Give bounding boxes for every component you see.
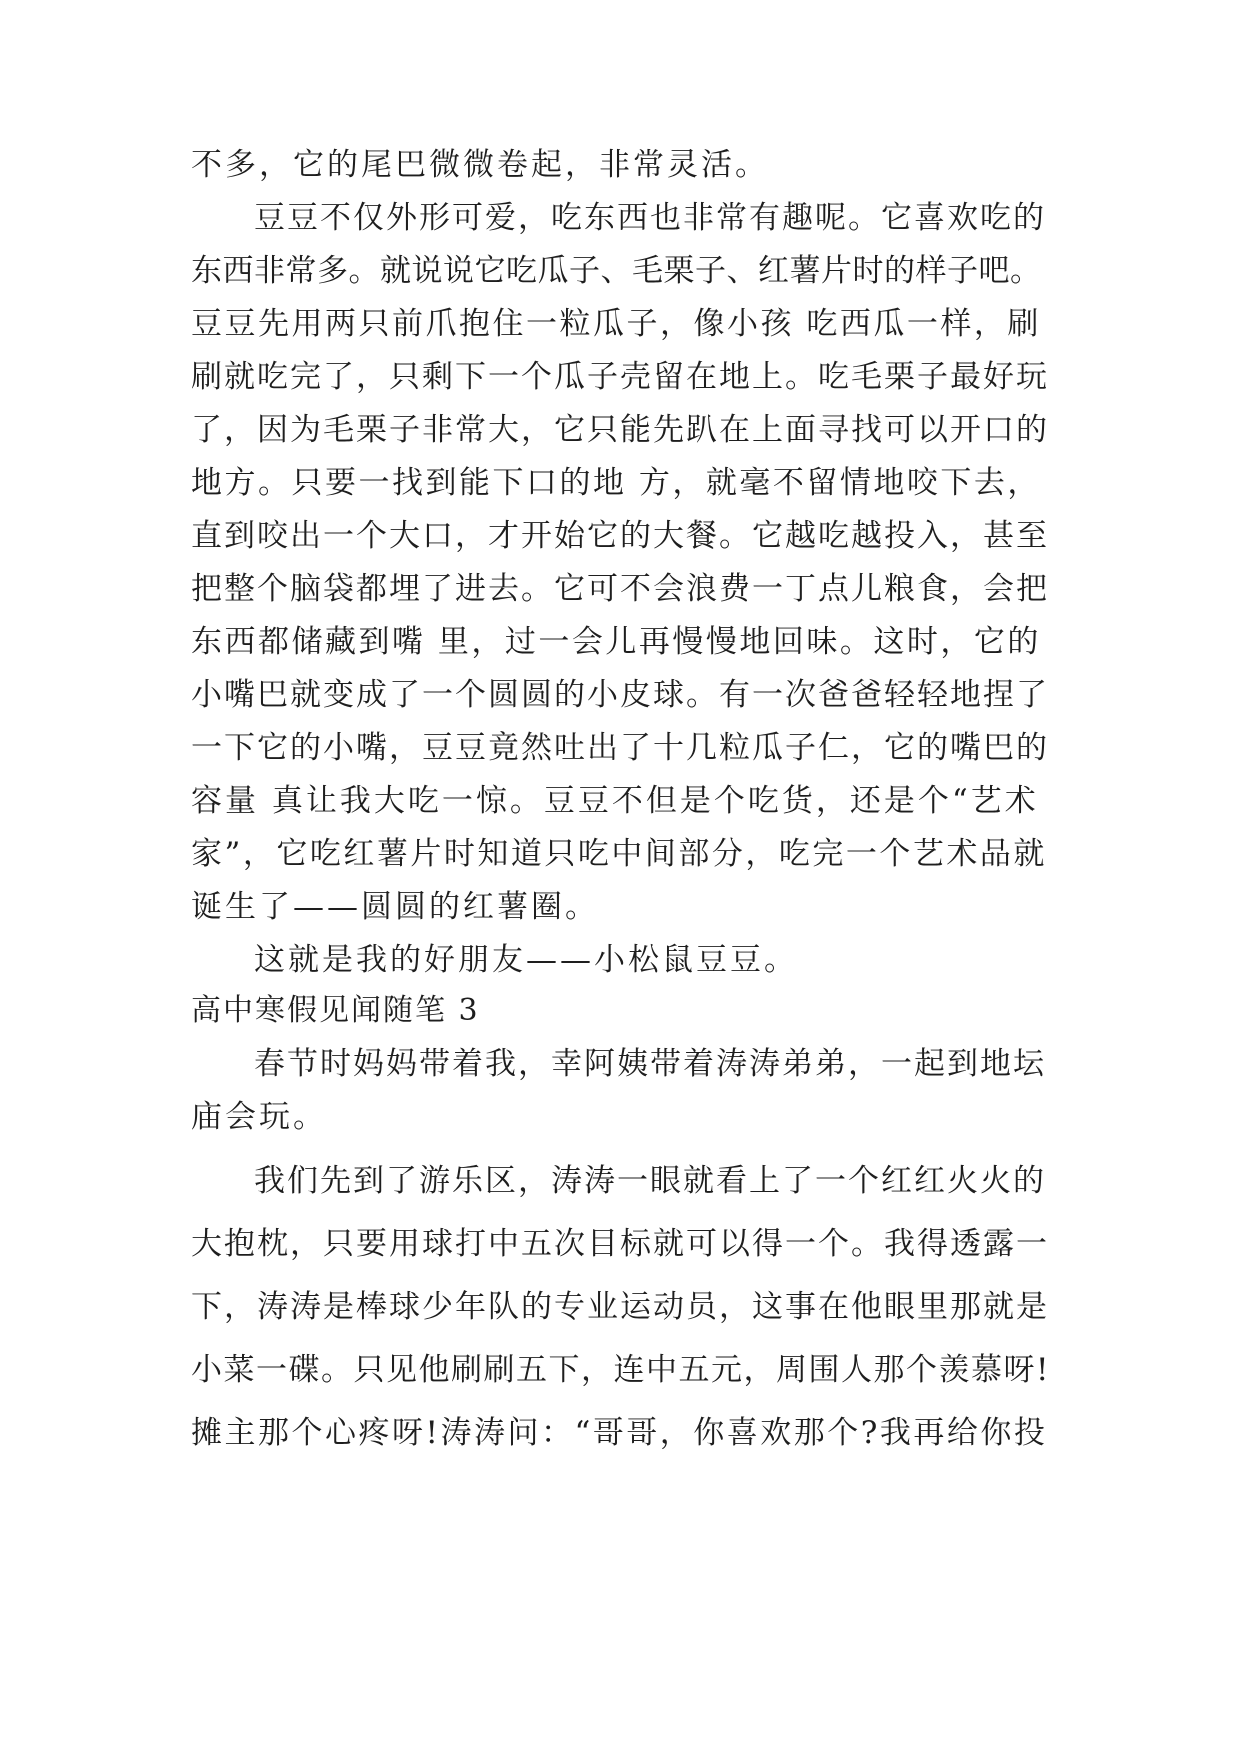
paragraph-line: 豆豆先用两只前爪抱住一粒瓜子，像小孩 吃西瓜一样，刷 [191, 306, 1041, 342]
paragraph-line: 庙会玩。 [191, 1099, 327, 1135]
paragraph-line: 容量 真让我大吃一惊。豆豆不但是个吃货，还是个“艺术 [191, 783, 1039, 819]
paragraph-line: 刷就吃完了，只剩下一个瓜子壳留在地上。吃毛栗子最好玩 [191, 359, 1049, 395]
paragraph-line: 豆豆不仅外形可爱，吃东西也非常有趣呢。它喜欢吃的 [254, 200, 1046, 236]
paragraph-line: 不多，它的尾巴微微卷起，非常灵活。 [191, 147, 769, 183]
section-heading: 高中寒假见闻随笔 3 [191, 993, 480, 1028]
paragraph-line: 了，因为毛栗子非常大，它只能先趴在上面寻找可以开口的 [191, 412, 1049, 448]
paragraph-line: 小菜一碟。只见他刷刷五下，连中五元，周围人那个羡慕呀! [191, 1352, 1050, 1388]
paragraph-line: 地方。只要一找到能下口的地 方，就毫不留情地咬下去， [191, 465, 1041, 501]
paragraph-line: 小嘴巴就变成了一个圆圆的小皮球。有一次爸爸轻轻地捏了 [191, 677, 1049, 713]
paragraph-line: 这就是我的好朋友——小松鼠豆豆。 [254, 942, 798, 978]
paragraph-line: 家”，它吃红薯片时知道只吃中间部分，吃完一个艺术品就 [191, 836, 1047, 872]
paragraph-line: 我们先到了游乐区，涛涛一眼就看上了一个红红火火的 [254, 1163, 1046, 1199]
paragraph-line: 诞生了——圆圆的红薯圈。 [191, 889, 599, 925]
paragraph-line: 摊主那个心疼呀!涛涛问：“哥哥，你喜欢那个?我再给你投 [191, 1415, 1048, 1451]
paragraph-line: 一下它的小嘴，豆豆竟然吐出了十几粒瓜子仁，它的嘴巴的 [191, 730, 1049, 766]
paragraph-line: 春节时妈妈带着我，幸阿姨带着涛涛弟弟，一起到地坛 [254, 1046, 1046, 1082]
paragraph-line: 大抱枕，只要用球打中五次目标就可以得一个。我得透露一 [191, 1226, 1049, 1262]
paragraph-line: 把整个脑袋都埋了进去。它可不会浪费一丁点儿粮食，会把 [191, 571, 1049, 607]
paragraph-line: 直到咬出一个大口，才开始它的大餐。它越吃越投入，甚至 [191, 518, 1049, 554]
paragraph-line: 东西都储藏到嘴 里，过一会儿再慢慢地回味。这时，它的 [191, 624, 1041, 660]
paragraph-line: 东西非常多。就说说它吃瓜子、毛栗子、红薯片时的样子吧。 [191, 253, 1042, 289]
paragraph-line: 下，涛涛是棒球少年队的专业运动员，这事在他眼里那就是 [191, 1289, 1049, 1325]
